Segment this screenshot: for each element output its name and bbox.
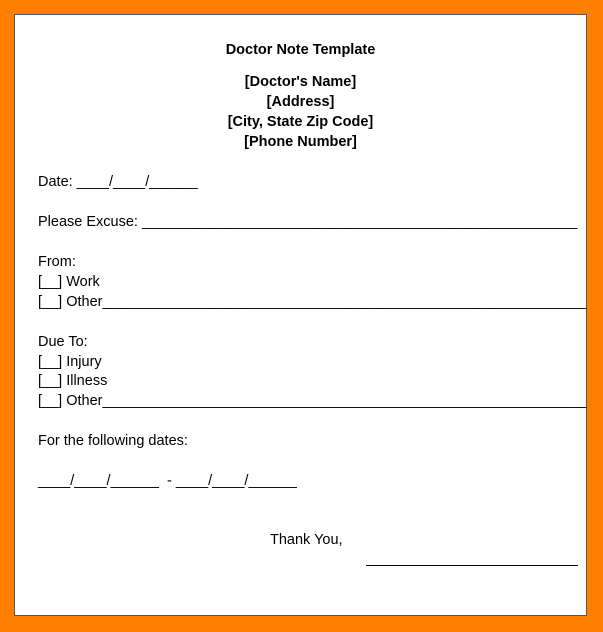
phone-number: [Phone Number] [244,134,357,150]
document-title: Doctor Note Template [225,42,376,58]
doctor-address: [Address] [266,94,335,110]
date-range-field: ____/____/______ - ____/____/______ [38,473,297,489]
due-other-checkbox: [__] Other____________________________________________________________ [38,393,587,409]
due-injury-checkbox: [__] Injury [38,354,102,370]
following-dates-label: For the following dates: [38,433,188,449]
city-state-zip: [City, State Zip Code] [227,114,374,130]
thank-you-text: Thank You, [270,532,343,548]
from-other-checkbox: [__] Other____________________________________________________________ [38,294,587,310]
doctor-name: [Doctor's Name] [244,74,357,90]
signature-line [366,565,578,566]
please-excuse-field: Please Excuse: ______________________________________________________ [38,214,578,230]
document-page [14,14,587,616]
from-label: From: [38,254,76,270]
date-field: Date: ____/____/______ [38,174,198,190]
due-to-label: Due To: [38,334,88,350]
from-work-checkbox: [__] Work [38,274,100,290]
due-illness-checkbox: [__] Illness [38,373,108,389]
